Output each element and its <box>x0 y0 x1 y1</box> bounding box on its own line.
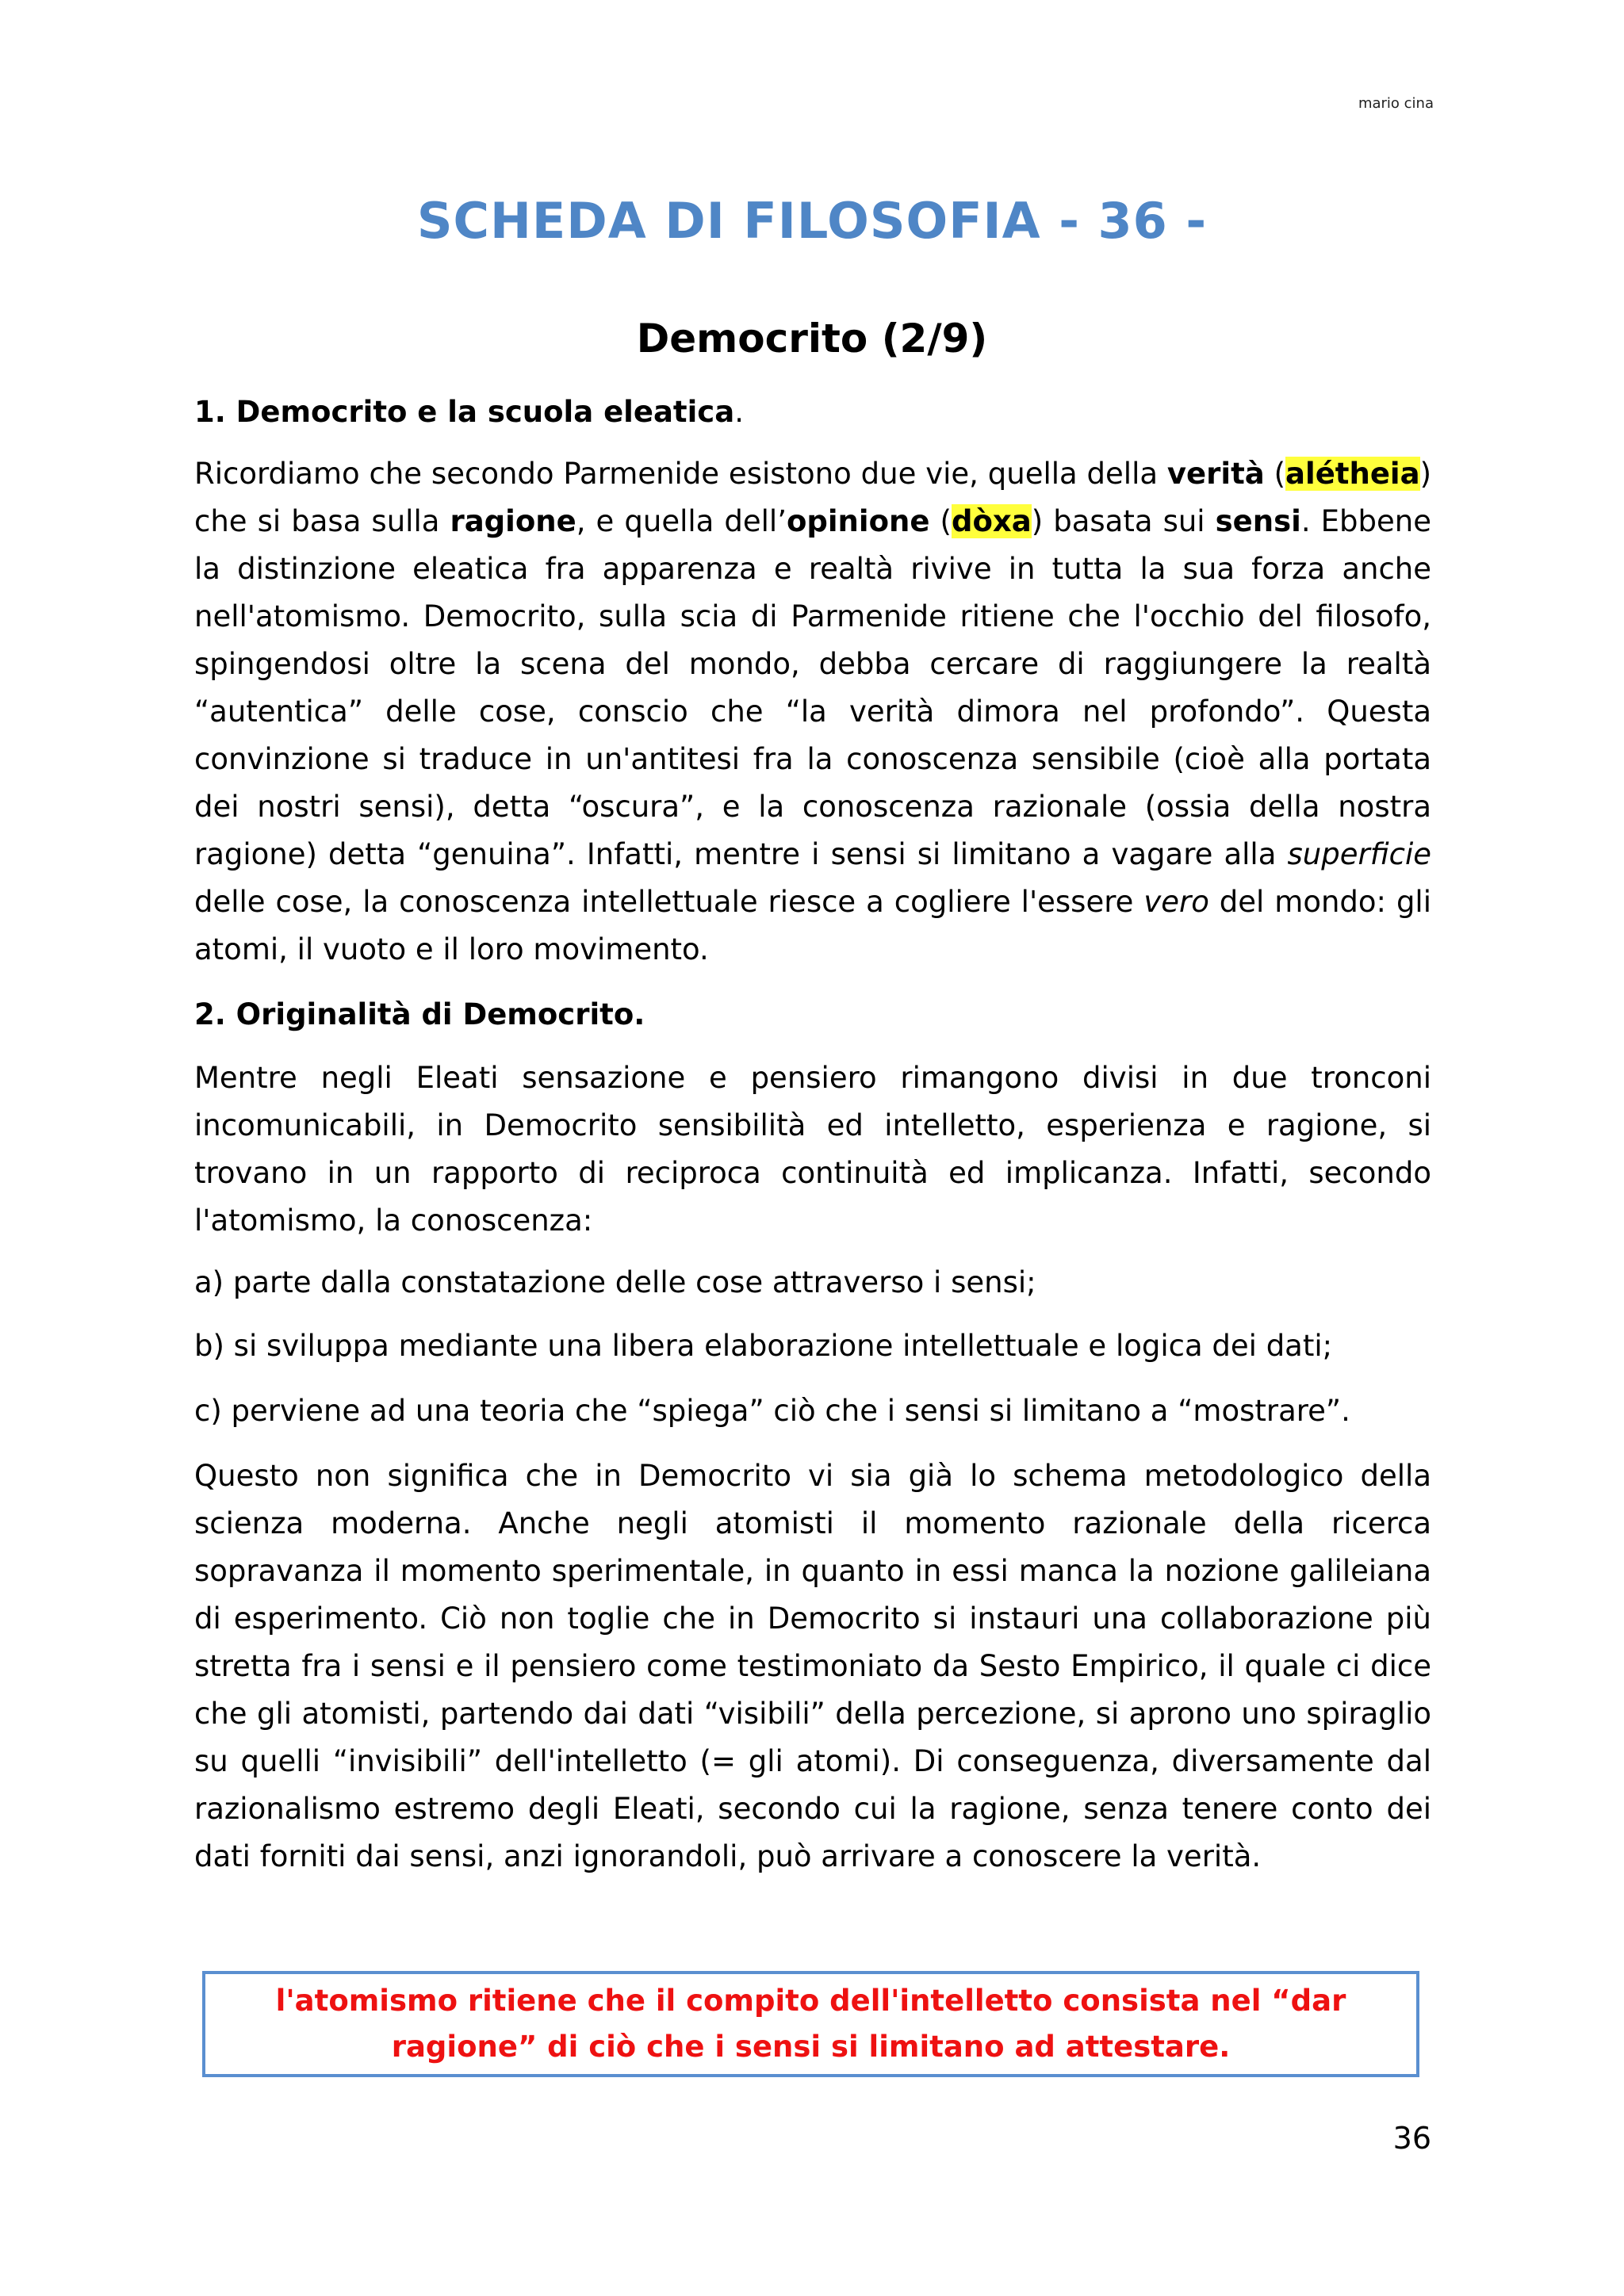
page-subtitle: Democrito (2/9) <box>636 316 988 362</box>
text-run: ( <box>1264 457 1286 491</box>
list-item-a: a) parte dalla constatazione delle cose attraverso i sensi; <box>194 1265 1036 1299</box>
highlight-term-aletheia: alétheia <box>1285 457 1420 491</box>
paragraph-3: Questo non significa che in Democrito vi sia già lo schema metodologico della scienza moderna. Anche negli atomisti il momento razionale della ricerca sopravanza il momento sperimentale, in quanto in essi manca la nozione galileiana di esperimento. Ciò non toglie che in Democrito si instauri una collaborazione più stretta fra i sensi e il pensiero come testimoniato da Sesto Empirico, il quale ci dice che gli atomisti, partendo dai dati “visibili” della percezione, si aprono uno spiraglio su quelli “invisibili” dell'intelletto (= gli atomi). Di conseguenza, diversamente dal razionalismo estremo degli Eleati, secondo cui la ragione, senza tenere conto dei dati forniti dai sensi, anzi ignorandoli, può arrivare a conoscere la verità. <box>194 1459 1431 1873</box>
text-run: delle cose, la conoscenza intellettuale riesce a cogliere l'essere <box>194 885 1144 919</box>
bold-term-sensi: sensi <box>1215 504 1301 538</box>
list-item-b: b) si sviluppa mediante una libera elaborazione intellettuale e logica dei dati; <box>194 1329 1333 1363</box>
author-name: mario cina <box>1358 95 1434 112</box>
text-run: del mondo: gli atomi, il vuoto e il loro movimento. <box>194 885 1431 966</box>
italic-term-superficie: superficie <box>1287 837 1431 871</box>
text-run: Ricordiamo che secondo Parmenide esistono due vie, quella della <box>194 457 1167 491</box>
bold-term-ragione: ragione <box>450 504 576 538</box>
section-1-heading-period: . <box>734 395 744 429</box>
paragraph-2: Mentre negli Eleati sensazione e pensiero rimangono divisi in due tronconi incomunicabili, in Democrito sensibilità ed intelletto, esperienza e ragione, si trovano in un rapporto di reciproca continuità ed implicanza. Infatti, secondo l'atomismo, la conoscenza: <box>194 1061 1431 1238</box>
section-2-paragraph-conclusion <box>194 1452 1431 1881</box>
text-run: . Ebbene la distinzione eleatica fra apparenza e realtà rivive in tutta la sua forza anche nell'atomismo. Democrito, sulla scia di Parmenide ritiene che l'occhio del filosofo, spingendosi oltre la scena del mondo, debba cercare di raggiungere la realtà “autentica” delle cose, conscio che “la verità dimora nel profondo”. Questa convinzione si traduce in un'antitesi fra la conoscenza sensibile (cioè alla portata dei nostri sensi), detta “oscura”, e la conoscenza razionale (ossia della nostra ragione) detta “genuina”. Infatti, mentre i sensi si limitano a vagare alla <box>194 504 1431 871</box>
paragraph-1 <box>194 450 1431 974</box>
text-run: ) che si basa sulla <box>194 457 1432 538</box>
section-1-heading-text: 1. Democrito e la scuola eleatica <box>194 395 735 429</box>
section-1-heading <box>194 388 1431 436</box>
list-item-c: c) perviene ad una teoria che “spiega” ciò che i sensi si limitano a “mostrare”. <box>194 1394 1350 1428</box>
section-2-heading: 2. Originalità di Democrito. <box>194 997 645 1031</box>
summary-callout-box <box>202 1971 1419 2077</box>
summary-callout-text: l'atomismo ritiene che il compito dell'intelletto consista nel “dar ragione” di ciò che i sensi si limitano ad attestare. <box>275 1984 1346 2064</box>
page-title: SCHEDA DI FILOSOFIA - 36 - <box>416 192 1208 250</box>
text-run: ) basata sui <box>1031 504 1216 538</box>
text-run: , e quella dell’ <box>576 504 787 538</box>
text-run: ( <box>929 504 952 538</box>
section-1-paragraph <box>194 450 1431 974</box>
bold-term-verita: verità <box>1166 457 1265 491</box>
bold-term-opinione: opinione <box>786 504 930 538</box>
italic-term-vero: vero <box>1143 885 1209 919</box>
highlight-term-doxa: dòxa <box>951 504 1032 538</box>
page-number: 36 <box>1392 2121 1431 2156</box>
section-2-paragraph <box>194 1054 1431 1245</box>
